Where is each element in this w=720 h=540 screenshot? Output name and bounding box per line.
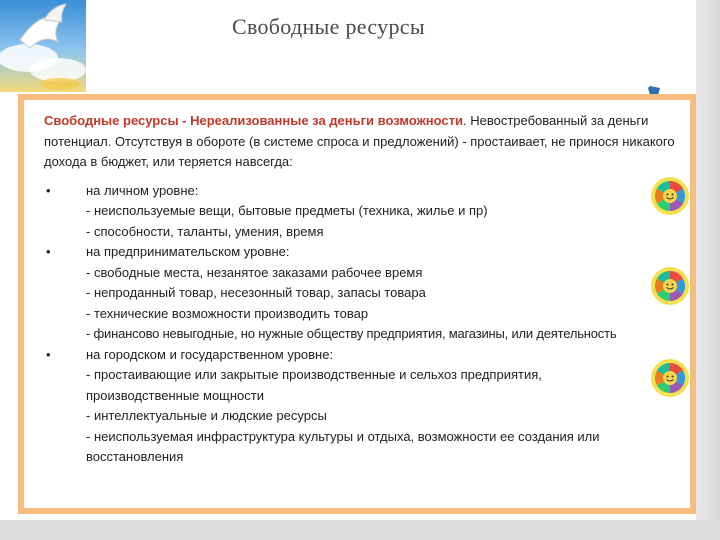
smiley-color-wheel-icon: [650, 266, 690, 306]
section-business: [44, 242, 684, 345]
section-heading: на предпринимательском уровне:: [86, 244, 290, 259]
intro-lead: Свободные ресурсы - Нереализованные за деньги возможности: [44, 113, 464, 128]
winged-horse-logo: [0, 0, 86, 92]
smiley-color-wheel-icon: [650, 358, 690, 398]
list-item: - способности, таланты, умения, время: [86, 223, 324, 239]
section-personal: [44, 181, 684, 243]
section-state: [44, 345, 684, 468]
list-item: - неиспользуемая инфраструктура культуры и отдыха, возможности ее создания или восстановления: [86, 428, 600, 464]
list-item: - свободные места, незанятое заказами рабочее время: [86, 264, 423, 280]
right-edge-stripe: [696, 0, 720, 540]
slide-content: [44, 111, 684, 468]
section-heading: на городском и государственном уровне:: [86, 346, 334, 362]
page-title: Свободные ресурсы: [232, 14, 425, 39]
section-heading: на личном уровне:: [86, 182, 199, 198]
list-item: - финансово невыгодные, но нужные обществу предприятия, магазины, или деятельность: [86, 326, 617, 341]
intro-text: . Невостребованный за деньги потенциал. Отсутствуя в обороте (в системе спроса и предложений) - простаивает, не принося никакого дохода в бюджет, или теряется навсегда:: [44, 113, 675, 169]
list-item: - интеллектуальные и людские ресурсы: [86, 408, 327, 423]
bottom-edge-stripe: [0, 520, 720, 540]
list-item: - технические возможности производить товар: [86, 305, 369, 321]
bullet: •: [46, 244, 51, 259]
bullet: •: [46, 182, 51, 198]
content-frame: [18, 94, 696, 514]
bullet: •: [46, 346, 51, 362]
intro-paragraph: [44, 111, 684, 173]
list-item: - неиспользуемые вещи, бытовые предметы (техника, жилье и пр): [86, 203, 488, 218]
list-item: - непроданный товар, несезонный товар, запасы товара: [86, 285, 426, 300]
smiley-color-wheel-icon: [650, 176, 690, 216]
list-item: - простаивающие или закрытые производственные и сельхоз предприятия, производственные мощности: [86, 367, 542, 403]
